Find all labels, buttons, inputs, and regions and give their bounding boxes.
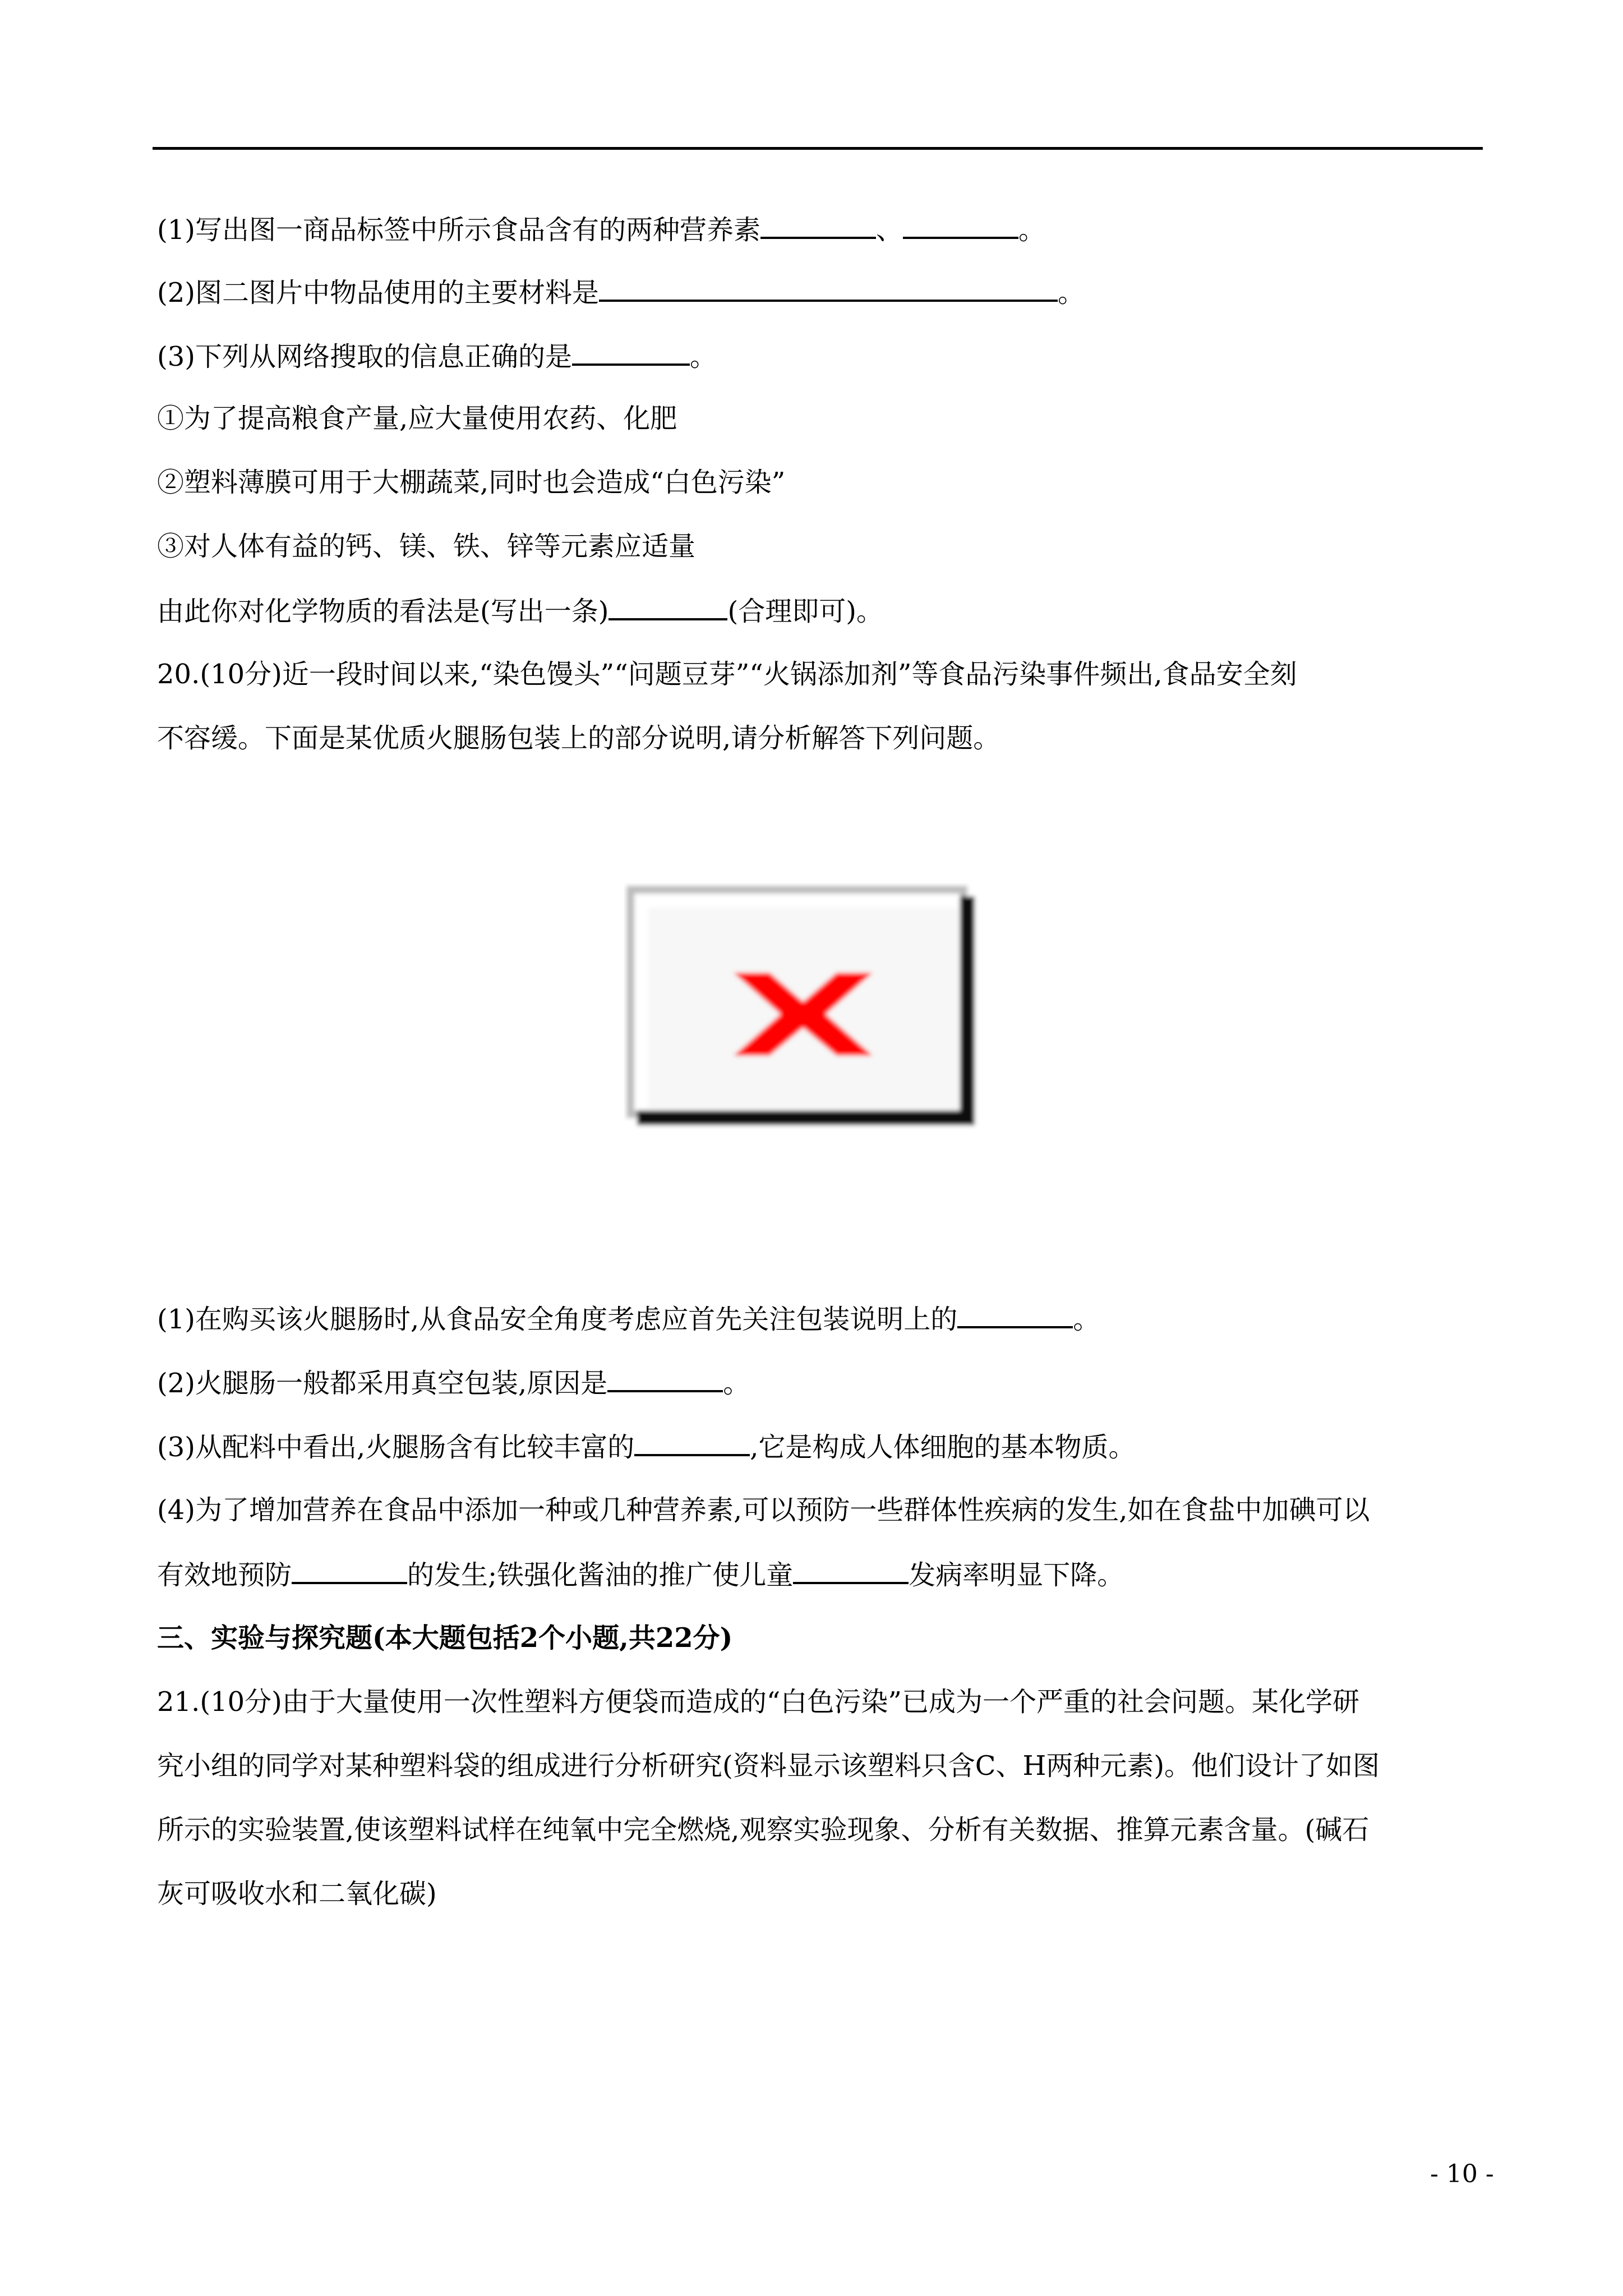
q20-part3-suffix: ,它是构成人体细胞的基本物质。 <box>750 1432 1136 1463</box>
q19-part1-text: (1)写出图一商品标签中所示食品含有的两种营养素 <box>157 214 760 246</box>
period: 。 <box>1073 1304 1100 1335</box>
q19-part3 <box>157 339 717 374</box>
period: 。 <box>1058 277 1085 309</box>
q20-part4-text-a: 有效地预防 <box>157 1559 292 1591</box>
q20-stem-line-1: 20.(10分)近一段时间以来,“染色馒头”“问题豆芽”“火锅添加剂”等食品污染事件频出,食品安全刻 <box>157 659 1297 690</box>
q19-conclusion-text: 由此你对化学物质的看法是(写出一条) <box>157 596 609 627</box>
q19-part3-text: (3)下列从网络搜取的信息正确的是 <box>157 341 572 372</box>
q20-part4-line-1: (4)为了增加营养在食品中添加一种或几种营养素,可以预防一些群体性疾病的发生,如在食盐中加碘可以 <box>157 1494 1370 1526</box>
q19-part2 <box>157 275 1085 310</box>
answer-blank[interactable] <box>607 1365 723 1392</box>
q21-line-4: 灰可吸收水和二氧化碳) <box>157 1878 437 1910</box>
q21-line-1: 21.(10分)由于大量使用一次性塑料方便袋而造成的“白色污染”已成为一个严重的社会问题。某化学研 <box>157 1686 1359 1718</box>
q19-part1 <box>157 212 1045 247</box>
answer-blank[interactable] <box>903 212 1018 239</box>
q20-stem-line-2: 不容缓。下面是某优质火腿肠包装上的部分说明,请分析解答下列问题。 <box>157 723 1000 754</box>
broken-image-icon <box>624 883 983 1130</box>
q20-part2 <box>157 1365 750 1400</box>
page-number: - 10 - <box>1430 2160 1494 2188</box>
q20-part3 <box>157 1429 1136 1464</box>
q19-option-2: ②塑料薄膜可用于大棚蔬菜,同时也会造成“白色污染” <box>157 467 786 498</box>
period: 。 <box>690 341 717 372</box>
answer-blank[interactable] <box>292 1557 407 1584</box>
q19-conclusion <box>157 593 883 628</box>
separator: 、 <box>876 214 903 246</box>
q20-part4-text-b: 的发生;铁强化酱油的推广使儿童 <box>407 1559 794 1591</box>
section-heading: 三、实验与探究题(本大题包括2个小题,共22分) <box>157 1622 733 1654</box>
answer-blank[interactable] <box>760 212 876 239</box>
period: 。 <box>723 1368 750 1399</box>
header-rule <box>153 147 1483 150</box>
q20-part1 <box>157 1301 1100 1336</box>
q19-option-1: ①为了提高粮食产量,应大量使用农药、化肥 <box>157 403 677 434</box>
q19-option-3: ③对人体有益的钙、镁、铁、锌等元素应适量 <box>157 531 696 562</box>
answer-blank[interactable] <box>608 593 727 620</box>
q20-part4-line-2 <box>157 1557 1124 1592</box>
q20-part3-text: (3)从配料中看出,火腿肠含有比较丰富的 <box>157 1432 635 1463</box>
q20-part2-text: (2)火腿肠一般都采用真空包装,原因是 <box>157 1368 608 1399</box>
answer-blank[interactable] <box>793 1557 909 1584</box>
q20-part4-text-c: 发病率明显下降。 <box>909 1559 1124 1591</box>
answer-blank[interactable] <box>572 339 690 366</box>
answer-blank[interactable] <box>634 1429 750 1456</box>
q19-conclusion-suffix: (合理即可)。 <box>727 596 883 627</box>
period: 。 <box>1018 214 1046 246</box>
q21-line-3: 所示的实验装置,使该塑料试样在纯氧中完全燃烧,观察实验现象、分析有关数据、推算元素含量。(碱石 <box>157 1814 1370 1846</box>
q21-line-2: 究小组的同学对某种塑料袋的组成进行分析研究(资料显示该塑料只含C、H两种元素)。他们设计了如图 <box>157 1750 1380 1782</box>
answer-blank[interactable] <box>599 275 1058 302</box>
answer-blank[interactable] <box>957 1301 1073 1328</box>
q20-part1-text: (1)在购买该火腿肠时,从食品安全角度考虑应首先关注包装说明上的 <box>157 1304 958 1335</box>
q19-part2-text: (2)图二图片中物品使用的主要材料是 <box>157 277 599 309</box>
